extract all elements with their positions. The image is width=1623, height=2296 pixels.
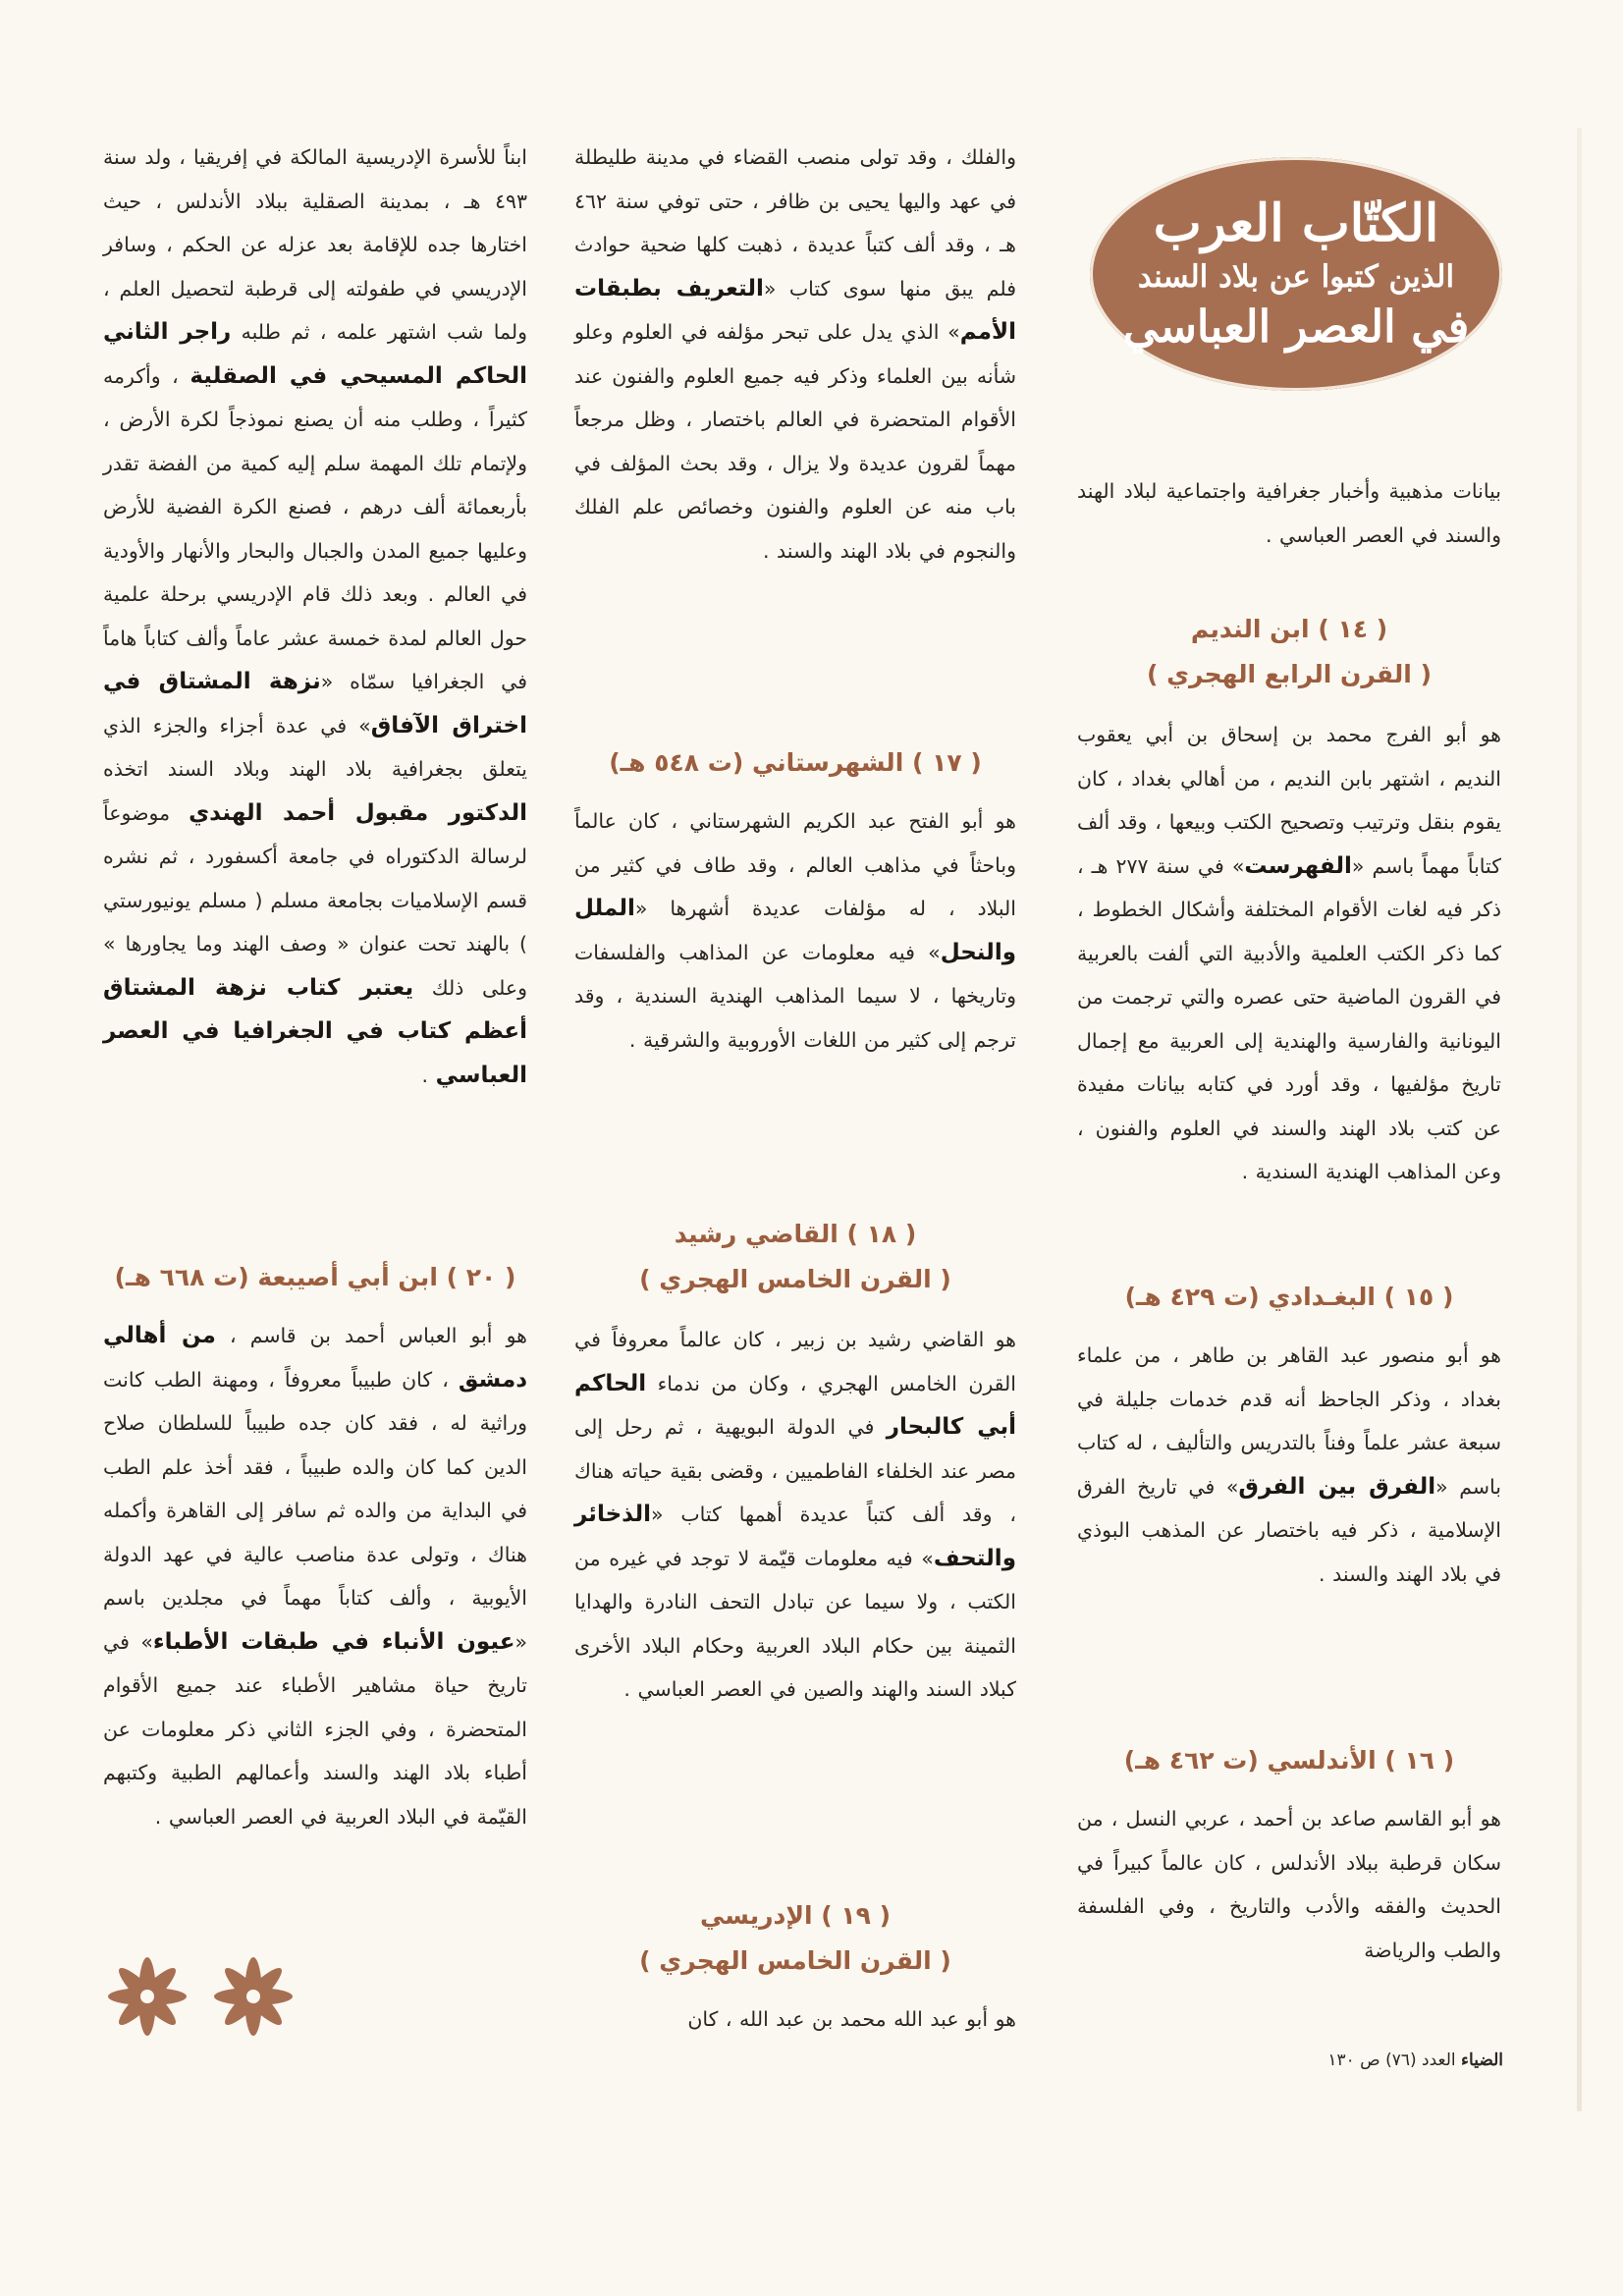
- section-15: [1077, 1275, 1501, 1596]
- magazine-logo: الضياء: [1461, 2050, 1503, 2070]
- flower-ornament-icon: [98, 1952, 309, 2041]
- title-line-3: في العصر العباسي: [1122, 301, 1470, 353]
- section-16: [1077, 1738, 1501, 1972]
- issue-page-number: العدد (٧٦) ص ١٣٠: [1327, 2050, 1456, 2070]
- section-16-continued: والفلك ، وقد تولى منصب القضاء في مدينة طليطلة في عهد واليها يحيى بن ظافر ، حتى توفي سنة ٤٦٢ هـ ، وقد ألف كتباً عديدة ، ذهبت كلها ضحية حوادث فلم يبق منها سوى كتاب «التعريف بطبقات الأمم» الذي يدل على تبحر مؤلفه في العلوم وعلو شأنه بين العلماء وذكر فيه جميع العلوم والفنون عند الأقوام المتحضرة في العالم باختصار ، وظل مرجعاً مهماً لقرون عديدة ولا يزال ، وقد بحث المؤلف في باب منه عن العلوم والفنون وخصائص علم الفلك والنجوم في بلاد الهند والسند .: [574, 145, 1016, 563]
- section-20: [103, 1255, 527, 1838]
- section-14-body: هو أبو الفرج محمد بن إسحاق بن أبي يعقوب النديم ، اشتهر بابن النديم ، من أهالي بغداد ، كان يقوم بنقل وترتيب وتصحيح الكتب وبيعها ، وقد ألف كتاباً مهماً باسم «الفهرست» في سنة ٢٧٧ هـ ، ذكر فيه لغات الأقوام المختلفة وأشكال الخطوط ، كما ذكر الكتب العلمية والأدبية التي ألفت بالعربية في القرون الماضية حتى عصره والتي ترجمت من اليونانية والفارسية والهندية إلى العربية مع إجمال تاريخ مؤلفيها ، وقد أورد في كتابه بيانات مفيدة عن كتب بلاد الهند والسند في العلوم والفنون ، وعن المذاهب الهندية السندية .: [1077, 723, 1501, 1183]
- section-20-heading: ( ٢٠ ) ابن أبي أصيبعة (ت ٦٦٨ هـ): [114, 1263, 516, 1291]
- section-17-heading: ( ١٧ ) الشهرستاني (ت ٥٤٨ هـ): [609, 748, 982, 777]
- page-footer: [1085, 2050, 1503, 2070]
- section-14: [1077, 607, 1501, 1194]
- section-18-subheading: ( القرن الخامس الهجري ): [639, 1265, 951, 1293]
- section-18: [574, 1212, 1016, 1712]
- section-16-heading: ( ١٦ ) الأندلسي (ت ٤٦٢ هـ): [1123, 1746, 1455, 1775]
- section-20-body: هو أبو العباس أحمد بن قاسم ، من أهالي دمشق ، كان طبيباً معروفاً ، ومهنة الطب كانت وراثية له ، فقد كان جده طبيباً للسلطان صلاح الدين كما كان والده طبيباً ، فقد أخذ علم الطب في البداية من والده ثم سافر إلى القاهرة وأكمله هناك ، وتولى عدة مناصب عالية في عهد الدولة الأيوبية ، وألف كتاباً مهماً في مجلدين باسم «عيون الأنباء في طبقات الأطباء» في تاريخ حياة مشاهير الأطباء عند جميع الأقوام المتحضرة ، وفي الجزء الثاني ذكر معلومات عن أطباء بلاد الهند والسند وأعمالهم الطبية وكتبهم القيّمة في البلاد العربية في العصر العباسي .: [103, 1323, 527, 1829]
- section-14-subheading: ( القرن الرابع الهجري ): [1147, 660, 1432, 688]
- section-19: [574, 1893, 1016, 2042]
- section-18-body: هو القاضي رشيد بن زبير ، كان عالماً معروفاً في القرن الخامس الهجري ، وكان من ندماء الحاكم أبي كالبحار في الدولة البويهية ، ثم رحل إلى مصر عند الخلفاء الفاطميين ، وقضى بقية حياته هناك ، وقد ألف كتباً عديدة أهمها كتاب «الذخائر والتحف» فيه معلومات قيّمة لا توجد في غيره من الكتب ، ولا سيما عن تبادل التحف النادرة والهدايا الثمينة بين حكام البلاد العربية وحكام البلاد الأخرى كبلاد السند والهند والصين في العصر العباسي .: [574, 1328, 1016, 1701]
- section-15-body: هو أبو منصور عبد القاهر بن طاهر ، من علماء بغداد ، وذكر الجاحظ أنه قدم خدمات جليلة في سبعة عشر علماً وفناً بالتدريس والتأليف ، له كتاب باسم «الفرق بين الفرق» في تاريخ الفرق الإسلامية ، ذكر فيه باختصار عن المذهب البوذي في بلاد الهند والسند .: [1077, 1343, 1501, 1586]
- article-title-badge: [1090, 157, 1502, 391]
- section-14-heading: ( ١٤ ) ابن النديم: [1190, 615, 1388, 643]
- section-19-heading: ( ١٩ ) الإدريسي: [699, 1901, 892, 1930]
- intro-paragraph: بيانات مذهبية وأخبار جغرافية واجتماعية لبلاد الهند والسند في العصر العباسي .: [1077, 479, 1501, 547]
- page-edge-shadow: [1577, 128, 1582, 2111]
- section-19-continued: ابناً للأسرة الإدريسية المالكة في إفريقيا ، ولد سنة ٤٩٣ هـ ، بمدينة الصقلية ببلاد الأندلس ، حيث اختارها جده للإقامة بعد عزله عن الحكم ، وسافر الإدريسي في طفولته إلى قرطبة لتحصيل العلم ، ولما شب اشتهر علمه ، ثم طلبه راجر الثاني الحاكم المسيحي في الصقلية ، وأكرمه كثيراً ، وطلب منه أن يصنع نموذجاً لكرة الأرض ، ولإتمام تلك المهمة سلم إليه كمية من الفضة تقدر بأربعمائة ألف درهم ، فصنع الكرة الفضية للأرض وعليها جميع المدن والجبال والبحار والأنهار والأودية في العالم . وبعد ذلك قام الإدريسي برحلة علمية حول العالم لمدة خمسة عشر عاماً وألف كتاباً هاماً في الجغرافيا سمّاه «نزهة المشتاق في اختراق الآفاق» في عدة أجزاء والجزء الذي يتعلق بجغرافية بلاد الهند وبلاد السند اتخذه الدكتور مقبول أحمد الهندي موضوعاً لرسالة الدكتوراه في جامعة أكسفورد ، ثم نشره قسم الإسلاميات بجامعة مسلم ( مسلم يونيورستي ) بالهند تحت عنوان « وصف الهند وما يجاورها » وعلى ذلك يعتبر كتاب نزهة المشتاق أعظم كتاب في الجغرافيا في العصر العباسي .: [103, 145, 528, 1088]
- section-16-body: هو أبو القاسم صاعد بن أحمد ، عربي النسل ، من سكان قرطبة ببلاد الأندلس ، كان عالماً كبيراً في الحديث والفقه والأدب والتاريخ ، وفي الفلسفة والطب والرياضة: [1077, 1807, 1501, 1962]
- section-17-body: هو أبو الفتح عبد الكريم الشهرستاني ، كان عالماً وباحثاً في مذاهب العالم ، وقد طاف في كثير من البلاد ، له مؤلفات عديدة أشهرها «الملل والنحل» فيه معلومات عن المذاهب والفلسفات وتاريخها ، لا سيما المذاهب الهندية السندية ، وقد ترجم إلى كثير من اللغات الأوروبية والشرقية .: [574, 809, 1016, 1052]
- section-17: [574, 740, 1016, 1062]
- section-19-subheading: ( القرن الخامس الهجري ): [639, 1946, 951, 1975]
- section-18-heading: ( ١٨ ) القاضي رشيد: [674, 1220, 917, 1248]
- section-15-heading: ( ١٥ ) البغـدادي (ت ٤٢٩ هـ): [1124, 1283, 1454, 1311]
- title-line-1: الكتّاب العرب: [1153, 193, 1439, 253]
- section-19-body-start: هو أبو عبد الله محمد بن عبد الله ، كان: [687, 2007, 1016, 2031]
- title-line-2: الذين كتبوا عن بلاد السند: [1137, 259, 1455, 295]
